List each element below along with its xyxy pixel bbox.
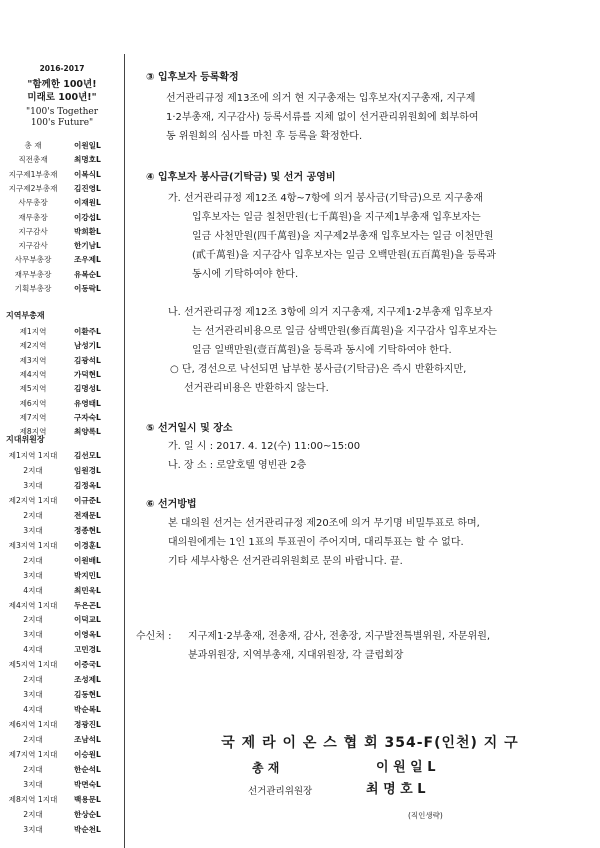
roster-row <box>0 183 124 197</box>
roster-role: 2지대 <box>23 510 43 520</box>
roster-row <box>0 340 124 354</box>
roster-role: 지구제2부총재 <box>8 183 58 193</box>
roster-role: 지구감사 <box>18 226 48 236</box>
roster-name: 김광석L <box>74 355 101 365</box>
roster-row <box>0 704 124 718</box>
roster-row <box>0 644 124 658</box>
document-body <box>136 0 600 848</box>
section-6-line: 대의원에게는 1인 1표의 투표권이 주어지며, 대리투표는 할 수 없다. <box>168 537 464 548</box>
roster-row <box>0 240 124 254</box>
roster-name: 유영태L <box>74 398 101 408</box>
roster-role: 제3지역 1지대 <box>8 540 58 550</box>
roster-role: 기획부총장 <box>14 284 52 293</box>
section-6-line: 본 대의원 선거는 선거관리규정 제20조에 의거 무기명 비밀투표로 하며, <box>168 518 480 529</box>
roster-row <box>0 383 124 397</box>
roster-name: 유복순L <box>74 269 101 279</box>
roster-role: 직전총재 <box>18 155 48 165</box>
roster-row <box>0 450 124 464</box>
roster-role: 3지대 <box>23 630 43 640</box>
roster-row <box>0 794 124 808</box>
roster-name: 전재문L <box>74 510 101 520</box>
roster-row <box>0 495 124 509</box>
roster-role: 재무총장 <box>18 212 48 222</box>
sidebar <box>0 54 125 848</box>
roster-name: 김선모L <box>74 451 101 460</box>
roster-role: 2지대 <box>23 735 43 745</box>
roster-name: 이증국L <box>74 660 101 670</box>
roster-name: 고민경L <box>74 645 101 655</box>
roster-name: 이원일L <box>74 141 101 150</box>
roster-row <box>0 169 124 183</box>
roster-role: 제2지역 1지대 <box>8 495 58 505</box>
roster-name: 이승원L <box>74 750 101 759</box>
organization-name: 국 제 라 이 온 스 협 회 354-F(인천) 지 구 <box>221 735 519 751</box>
election-venue: 나. 장 소 : 로얄호텔 영빈관 2층 <box>168 460 307 471</box>
roster-row <box>0 465 124 479</box>
roster-name: 이원배L <box>74 555 101 565</box>
roster-row <box>0 570 124 584</box>
roster-row <box>0 600 124 614</box>
election-chair-title: 선거관리위원장 <box>248 786 313 797</box>
roster-role: 재무부총장 <box>14 269 52 279</box>
governor-title: 총 재 <box>252 761 280 775</box>
roster-row <box>0 555 124 569</box>
roster-role: 제1지역 <box>19 327 47 336</box>
section-4-a-line: (貳千萬원)을 지구감사 입후보자는 일금 오백만원(五百萬원)을 등록과 <box>192 250 497 261</box>
roster-row <box>0 212 124 226</box>
roster-name: 박순천L <box>74 824 101 834</box>
roster-name: 박면숙L <box>74 779 101 789</box>
section-4-note-line: 선거관리비용은 반환하지 않는다. <box>184 383 329 394</box>
roster-name: 최양록L <box>74 427 101 437</box>
roster-role: 3지대 <box>23 824 43 834</box>
roster-name: 구자숙L <box>74 412 101 422</box>
roster-name: 이규준L <box>74 495 101 505</box>
roster-role: 제1지역 1지대 <box>8 451 58 460</box>
roster-row <box>0 355 124 369</box>
section-3-heading: ③ 입후보자 등록확정 <box>146 72 239 83</box>
roster-role: 2지대 <box>23 764 43 774</box>
roster-row <box>0 140 124 154</box>
roster-name: 이경훈L <box>74 540 101 550</box>
seal-omitted-note: (직인생략) <box>408 811 443 820</box>
roster-role: 제4지역 1지대 <box>8 600 58 610</box>
roster-role: 지구감사 <box>18 241 48 251</box>
roster-role: 제4지역 <box>19 369 47 379</box>
section-4-b-line: 는 선거관리비용으로 일금 삼백만원(參百萬원)을 지구감사 입후보자는 <box>192 326 497 337</box>
roster-role: 제5지역 1지대 <box>8 660 58 670</box>
roster-name: 이동락L <box>74 284 101 293</box>
roster-role: 제8지역 <box>19 427 47 437</box>
roster-name: 정광진L <box>74 720 101 730</box>
section-4-a-line: 일금 사천만원(四千萬원)을 지구제2부총재 입후보자는 일금 이천만원 <box>192 231 494 242</box>
roster-name: 가덕현L <box>74 369 101 379</box>
roster-row <box>0 398 124 412</box>
section-4-note-line: ○ 단, 경선으로 낙선되면 납부한 봉사금(기탁금)은 즉시 반환하지만, <box>170 364 467 375</box>
roster-row <box>0 824 124 838</box>
roster-row <box>0 480 124 494</box>
section-3-line: 동 위원회의 심사를 마친 후 등록을 확정한다. <box>166 131 363 142</box>
roster-name: 두은곤L <box>74 600 101 610</box>
roster-name: 이환주L <box>74 327 101 336</box>
roster-role: 2지대 <box>23 809 43 819</box>
section-4-a-line: 입후보자는 일금 칠천만원(七千萬원)을 지구제1부총재 입후보자는 <box>192 212 481 223</box>
roster-row <box>0 326 124 340</box>
roster-role: 지구제1부총재 <box>8 169 58 179</box>
roster-row <box>0 154 124 168</box>
roster-row <box>0 659 124 673</box>
roster-row <box>0 197 124 211</box>
section-4-b-line: 일금 일백만원(壹百萬원)을 등록과 동시에 기탁하여야 한다. <box>192 345 452 356</box>
roster-name: 박지민L <box>74 570 101 580</box>
roster-row <box>0 525 124 539</box>
roster-name: 최민욱L <box>74 585 101 595</box>
roster-row <box>0 540 124 554</box>
zone-section-title: 지대위원장 <box>6 435 45 444</box>
roster-role: 사무총장 <box>18 198 48 208</box>
roster-role: 제7지역 <box>19 412 47 422</box>
roster-role: 제3지역 <box>19 355 47 365</box>
roster-name: 한순석L <box>74 764 101 774</box>
term-year: 2016-2017 <box>39 64 85 73</box>
roster-role: 총 재 <box>24 141 42 150</box>
roster-name: 한기남L <box>74 241 101 251</box>
section-3-line: 1·2부총재, 지구감사) 등록서류를 지체 없이 선거관리위원회에 회부하여 <box>166 112 479 123</box>
roster-name: 조남석L <box>74 735 101 745</box>
roster-role: 제2지역 <box>19 341 47 351</box>
roster-role: 제8지역 1지대 <box>8 794 58 804</box>
roster-role: 제5지역 <box>19 384 47 394</box>
recipients-label: 수신처 : <box>136 631 172 642</box>
roster-row <box>0 764 124 778</box>
roster-role: 사무부총장 <box>14 255 52 265</box>
roster-role: 3지대 <box>23 570 43 580</box>
section-4-a-line: 동시에 기탁하여야 한다. <box>192 269 299 280</box>
roster-name: 한상순L <box>74 809 101 819</box>
roster-role: 제6지역 <box>19 398 47 408</box>
roster-name: 정종현L <box>74 525 101 535</box>
roster-row <box>0 719 124 733</box>
roster-role: 제7지역 1지대 <box>8 750 58 759</box>
roster-role: 제6지역 1지대 <box>8 720 58 730</box>
slogan-ko-line-2: 미래로 100년!" <box>27 92 97 103</box>
roster-name: 이복식L <box>74 169 101 179</box>
section-6-heading: ⑥ 선거방법 <box>146 499 197 510</box>
roster-row <box>0 585 124 599</box>
roster-row <box>0 614 124 628</box>
roster-row <box>0 674 124 688</box>
roster-name: 조우제L <box>74 255 101 265</box>
section-4-b-line: 나. 선거관리규정 제12조 3항에 의거 지구총재, 지구제1·2부총재 입후보자 <box>168 307 493 318</box>
roster-row <box>0 283 124 297</box>
roster-row <box>0 269 124 283</box>
roster-role: 3지대 <box>23 525 43 535</box>
roster-row <box>0 749 124 763</box>
section-4-heading: ④ 입후보자 봉사금(기탁금) 및 선거 공영비 <box>146 172 336 183</box>
recipients-line: 지구제1·2부총재, 전총재, 감사, 전총장, 지구발전특별위원, 자문위원, <box>188 631 491 642</box>
roster-name: 김진영L <box>74 183 101 193</box>
roster-role: 2지대 <box>23 615 43 625</box>
roster-name: 이영옥L <box>74 630 101 640</box>
region-section-title: 지역부총재 <box>6 311 45 320</box>
recipients-line: 분과위원장, 지역부총재, 지대위원장, 각 클럽회장 <box>188 650 404 661</box>
roster-name: 임원경L <box>74 465 101 475</box>
election-date: 가. 일 시 : 2017. 4. 12(수) 11:00~15:00 <box>168 441 361 452</box>
roster-row <box>0 412 124 426</box>
roster-role: 4지대 <box>23 705 43 715</box>
election-chair-name: 최 명 호 L <box>366 782 426 797</box>
roster-name: 최명호L <box>74 155 101 165</box>
roster-name: 박희환L <box>74 226 101 236</box>
roster-name: 이덕교L <box>74 615 101 625</box>
roster-name: 남성기L <box>74 341 101 351</box>
slogan-ko-line-1: "함께한 100년! <box>27 79 97 90</box>
roster-role: 2지대 <box>23 465 43 475</box>
roster-row <box>0 734 124 748</box>
roster-name: 이강섭L <box>74 212 101 222</box>
slogan-en-line-2: 100's Future" <box>30 118 94 128</box>
governor-name: 이 원 일 L <box>376 760 436 775</box>
roster-name: 김정옥L <box>74 480 101 490</box>
roster-name: 박순복L <box>74 705 101 715</box>
slogan-en-line-1: "100's Together <box>25 107 99 117</box>
roster-row <box>0 689 124 703</box>
section-5-heading: ⑤ 선거일시 및 장소 <box>146 423 233 434</box>
roster-name: 조성제L <box>74 675 101 685</box>
roster-role: 3지대 <box>23 779 43 789</box>
roster-row <box>0 254 124 268</box>
roster-name: 백용문L <box>74 794 101 804</box>
roster-row <box>0 510 124 524</box>
section-6-line: 기타 세부사항은 선거관리위원회로 문의 바랍니다. 끝. <box>168 556 403 567</box>
section-3-line: 선거관리규정 제13조에 의거 현 지구총재는 입후보자(지구총재, 지구제 <box>166 93 476 104</box>
roster-row <box>0 779 124 793</box>
roster-name: 김명성L <box>74 384 101 394</box>
roster-role: 3지대 <box>23 480 43 490</box>
roster-role: 3지대 <box>23 690 43 700</box>
roster-row <box>0 226 124 240</box>
roster-role: 2지대 <box>23 555 43 565</box>
roster-role: 4지대 <box>23 645 43 655</box>
roster-role: 4지대 <box>23 585 43 595</box>
roster-row <box>0 629 124 643</box>
section-4-a-line: 가. 선거관리규정 제12조 4항~7항에 의거 봉사금(기탁금)으로 지구총재 <box>168 193 484 204</box>
roster-name: 김동현L <box>74 690 101 700</box>
roster-name: 이재원L <box>74 198 101 208</box>
roster-row <box>0 369 124 383</box>
roster-row <box>0 809 124 823</box>
roster-role: 2지대 <box>23 675 43 685</box>
